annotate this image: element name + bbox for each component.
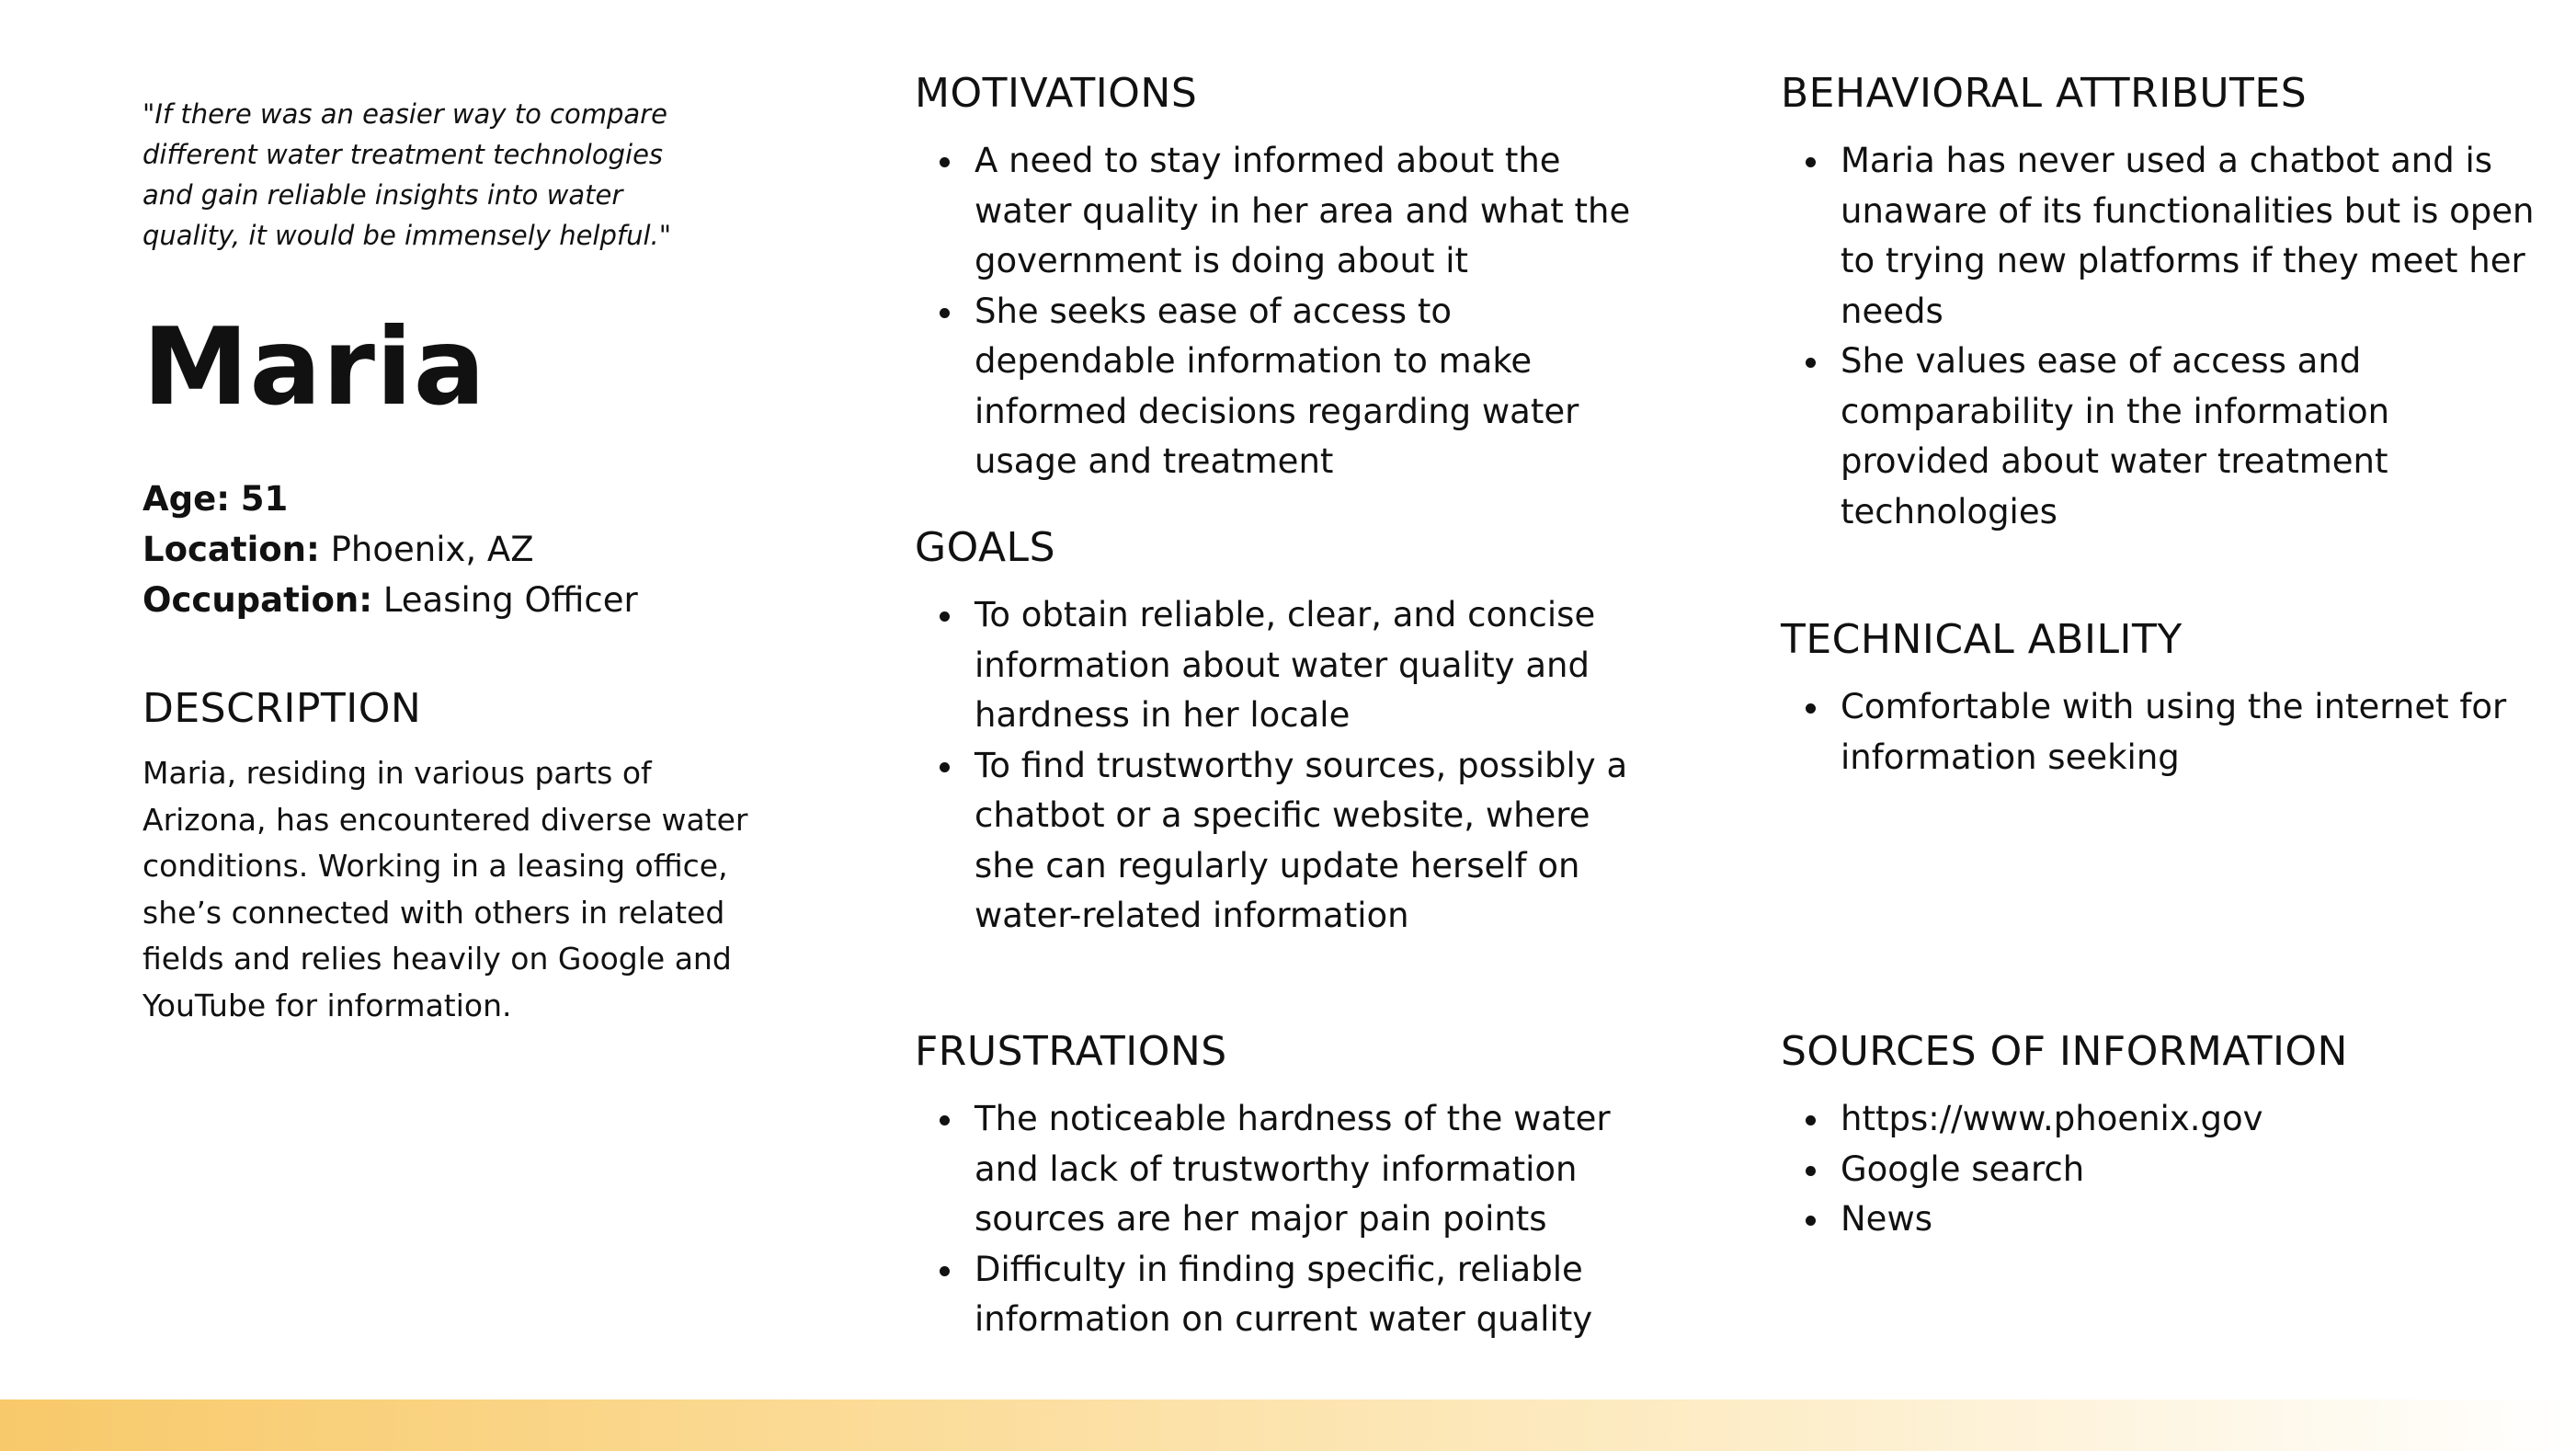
list-item: The noticeable hardness of the water and lack of trustworthy information sources are her major pain points bbox=[975, 1094, 1655, 1245]
location-value: Phoenix, AZ bbox=[330, 530, 534, 569]
technical-list bbox=[1781, 682, 2548, 783]
behavioral-heading: BEHAVIORAL ATTRIBUTES bbox=[1781, 70, 2308, 117]
location-row bbox=[142, 524, 638, 575]
technical-heading: TECHNICAL ABILITY bbox=[1781, 616, 2183, 663]
frustrations-list bbox=[915, 1094, 1655, 1345]
age-row bbox=[142, 474, 638, 524]
list-item: News bbox=[1841, 1194, 2548, 1245]
list-item: Difficulty in finding specific, reliable information on current water quality bbox=[975, 1245, 1655, 1345]
list-item: Comfortable with using the internet for information seeking bbox=[1841, 682, 2548, 783]
sources-list bbox=[1781, 1094, 2548, 1245]
list-item: She seeks ease of access to dependable information to make informed decisions regarding water usage and treatment bbox=[975, 287, 1655, 487]
occupation-label: Occupation: bbox=[142, 580, 373, 620]
occupation-value: Leasing Officer bbox=[382, 580, 638, 620]
list-item: Google search bbox=[1841, 1145, 2548, 1195]
description-text: Maria, residing in various parts of Arizona, has encountered diverse water conditions. Working in a leasing office, she’s connected with others in related fields and relies heavily on Google and YouTube for information. bbox=[142, 755, 748, 1023]
footer-gradient-bar bbox=[0, 1400, 2576, 1451]
persona-quote: "If there was an easier way to compare different water treatment technologies and gain reliable insights into water quality, it would be immensely helpful." bbox=[142, 98, 672, 251]
occupation-row bbox=[142, 575, 638, 625]
list-item: She values ease of access and comparability in the information provided about water treatment technologies bbox=[1841, 337, 2548, 537]
persona-name: Maria bbox=[142, 305, 486, 429]
motivations-heading: MOTIVATIONS bbox=[915, 70, 1198, 117]
goals-heading: GOALS bbox=[915, 524, 1055, 571]
sources-heading: SOURCES OF INFORMATION bbox=[1781, 1028, 2348, 1075]
list-item: A need to stay informed about the water quality in her area and what the government is doing about it bbox=[975, 136, 1655, 287]
location-label: Location: bbox=[142, 530, 320, 569]
list-item: https://www.phoenix.gov bbox=[1841, 1094, 2548, 1145]
age-label: Age: bbox=[142, 479, 231, 519]
frustrations-heading: FRUSTRATIONS bbox=[915, 1028, 1227, 1075]
list-item: To find trustworthy sources, possibly a chatbot or a specific website, where she can regularly update herself on water-related information bbox=[975, 741, 1655, 942]
list-item: To obtain reliable, clear, and concise information about water quality and hardness in her locale bbox=[975, 590, 1655, 741]
description-heading: DESCRIPTION bbox=[142, 685, 422, 732]
persona-facts bbox=[142, 474, 638, 625]
motivations-list bbox=[915, 136, 1655, 487]
list-item: Maria has never used a chatbot and is unaware of its functionalities but is open to trying new platforms if they meet her needs bbox=[1841, 136, 2548, 337]
behavioral-list bbox=[1781, 136, 2548, 537]
age-value: 51 bbox=[240, 479, 289, 519]
goals-list bbox=[915, 590, 1655, 942]
